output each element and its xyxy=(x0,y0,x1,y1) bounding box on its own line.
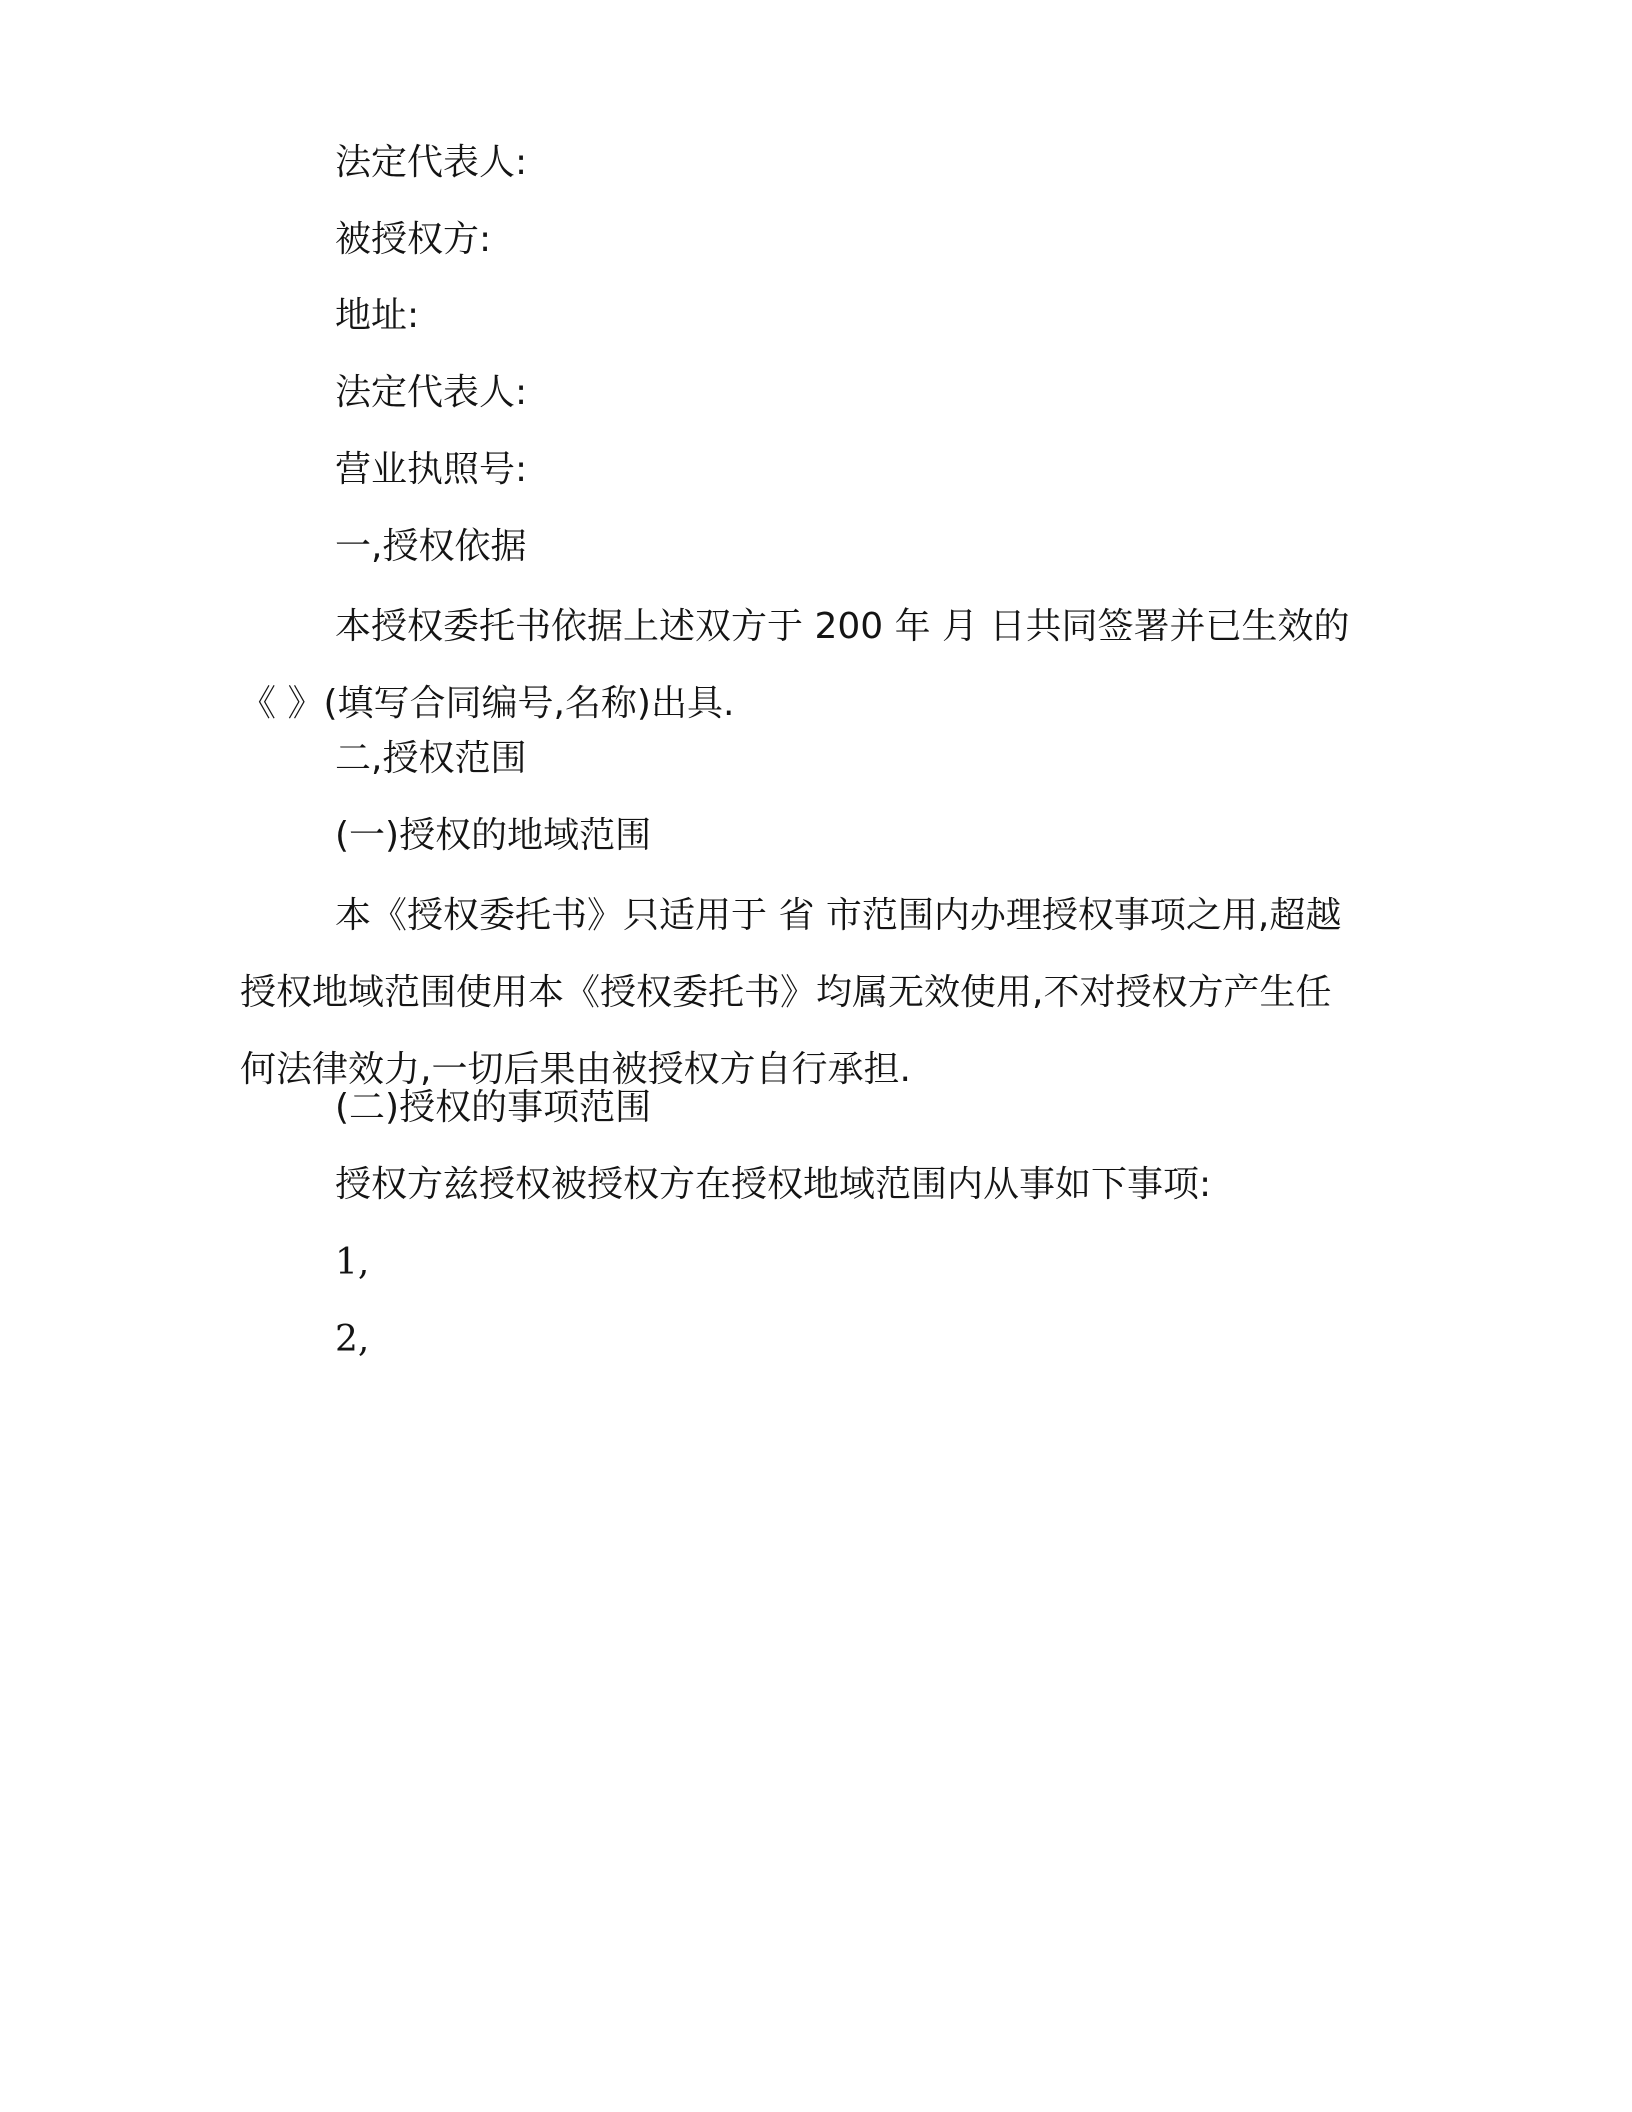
list-item-1: 1, xyxy=(335,1242,370,1283)
subsection-1-heading: (一)授权的地域范围 xyxy=(335,815,652,856)
business-license-label: 营业执照号: xyxy=(335,449,528,490)
address-label: 地址: xyxy=(335,295,420,336)
subsection-2-heading: (二)授权的事项范围 xyxy=(335,1087,652,1128)
section-1-body: 本授权委托书依据上述双方于 200 年 月 日共同签署并已生效的《 》(填写合同编号,名称)出具. xyxy=(240,606,1350,724)
legal-representative-label-2: 法定代表人: xyxy=(335,372,528,413)
list-item-2: 2, xyxy=(335,1319,370,1360)
grantee-label: 被授权方: xyxy=(335,219,492,260)
section-2-heading: 二,授权范围 xyxy=(335,738,527,779)
subsection-2-body: 授权方兹授权被授权方在授权地域范围内从事如下事项: xyxy=(335,1164,1212,1205)
subsection-1-body: 本《授权委托书》只适用于 省 市范围内办理授权事项之用,超越授权地域范围使用本《授权委托书》均属无效使用,不对授权方产生任何法律效力,一切后果由被授权方自行承担. xyxy=(240,895,1342,1090)
legal-representative-label-1: 法定代表人: xyxy=(335,142,528,183)
section-1-heading: 一,授权依据 xyxy=(335,526,527,567)
